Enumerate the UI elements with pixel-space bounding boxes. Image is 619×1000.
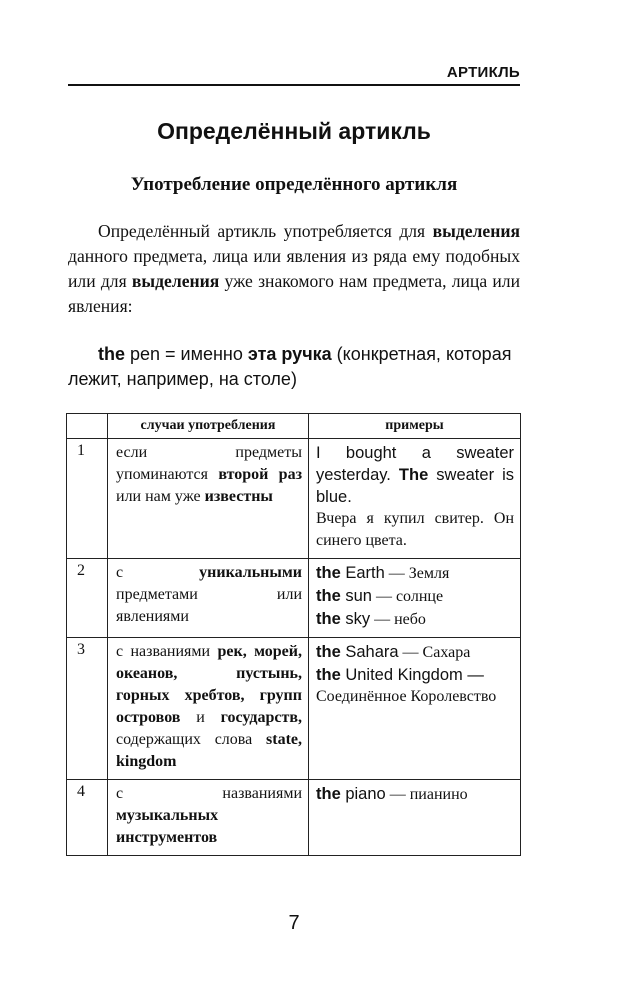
header-examples: примеры	[309, 414, 521, 439]
case-bold: второй раз	[218, 466, 302, 483]
row-number: 4	[67, 780, 108, 856]
usage-example	[309, 439, 521, 559]
page-title: Определённый артикль	[157, 118, 431, 144]
example-line	[316, 585, 514, 608]
example-article: the	[316, 610, 341, 628]
case-text: содержащих слова	[116, 731, 267, 748]
example-en: sky	[340, 610, 371, 628]
example-line	[316, 562, 514, 585]
example-en-text: I bought a sweater yesterday.	[316, 444, 514, 484]
header-cases: случаи употребления	[108, 414, 309, 439]
usage-case	[108, 559, 309, 638]
intro-paragraph	[68, 219, 520, 319]
example-article: the	[316, 587, 341, 605]
case-text: если предметы упоминаются	[116, 444, 302, 483]
example-article: the	[98, 344, 125, 364]
table-row	[67, 439, 521, 559]
running-head: АРТИКЛЬ	[446, 64, 520, 81]
usage-case	[108, 439, 309, 559]
case-bold: рек, морей, океанов, пустынь, горных хребтов, групп островов	[116, 643, 302, 726]
usage-case	[108, 780, 309, 856]
example-ru: Соединённое Королевство	[316, 688, 497, 705]
example-line	[316, 608, 514, 631]
case-bold: уникальными	[199, 564, 302, 581]
example-article: the	[316, 564, 341, 582]
example-ru: — Сахара	[398, 644, 471, 661]
example-article: the	[316, 785, 341, 803]
usage-example	[309, 638, 521, 780]
example-article: The	[398, 466, 429, 484]
example-ru: — Земля	[384, 565, 450, 582]
intro-bold-term: выделения	[131, 271, 220, 291]
case-text: с названиями	[116, 643, 218, 660]
example-en: sun	[340, 587, 372, 605]
page-number: 7	[288, 912, 300, 934]
intro-text: уже знакомого нам предмета, лица или явления:	[68, 271, 520, 316]
example-en: United Kingdom —	[340, 666, 484, 684]
example-ru: Вчера я купил свитер. Он синего цвета.	[316, 510, 514, 549]
usage-case	[108, 638, 309, 780]
example-line	[316, 783, 514, 806]
table-row	[67, 559, 521, 638]
row-number: 2	[67, 559, 108, 638]
case-bold: музыкальных инструментов	[116, 807, 219, 846]
case-bold: state, kingdom	[116, 731, 302, 770]
example-sentence	[68, 342, 528, 392]
usage-example	[309, 780, 521, 856]
example-line	[316, 641, 514, 664]
table-header-row	[67, 414, 521, 439]
example-en: Sahara	[340, 643, 399, 661]
example-line	[316, 664, 514, 686]
case-bold: государств,	[220, 709, 302, 726]
example-text: (конкретная, которая лежит, например, на столе)	[68, 344, 512, 389]
example-en-text: sweater is blue.	[316, 466, 514, 506]
example-en	[316, 442, 514, 508]
header-number	[67, 414, 108, 439]
intro-text: данного предмета, лица или явления из ряда ему подобных или для	[68, 246, 520, 291]
case-text: и	[180, 709, 221, 726]
example-ru: — пианино	[385, 786, 468, 803]
example-bold: эта ручка	[247, 344, 332, 364]
case-text: с названиями	[116, 785, 302, 802]
row-number: 3	[67, 638, 108, 780]
usage-table	[66, 413, 521, 856]
row-number: 1	[67, 439, 108, 559]
example-ru: — солнце	[371, 588, 444, 605]
example-ru: — небо	[370, 611, 426, 628]
intro-bold-term: выделения	[432, 221, 520, 241]
case-text: с	[116, 564, 200, 581]
section-title: Употребление определённого артикля	[130, 174, 458, 195]
example-article: the	[316, 643, 341, 661]
case-text: или нам уже	[116, 488, 205, 505]
example-text: pen = именно	[125, 344, 248, 364]
example-en: Earth	[340, 564, 385, 582]
table-row	[67, 780, 521, 856]
table-row	[67, 638, 521, 780]
header-rule	[68, 84, 520, 86]
case-text: предметами или явлениями	[116, 586, 302, 625]
intro-text: Определённый артикль употребляется для	[98, 221, 426, 241]
usage-example	[309, 559, 521, 638]
example-en: piano	[340, 785, 386, 803]
case-bold: известны	[204, 488, 273, 505]
example-article: the	[316, 666, 341, 684]
